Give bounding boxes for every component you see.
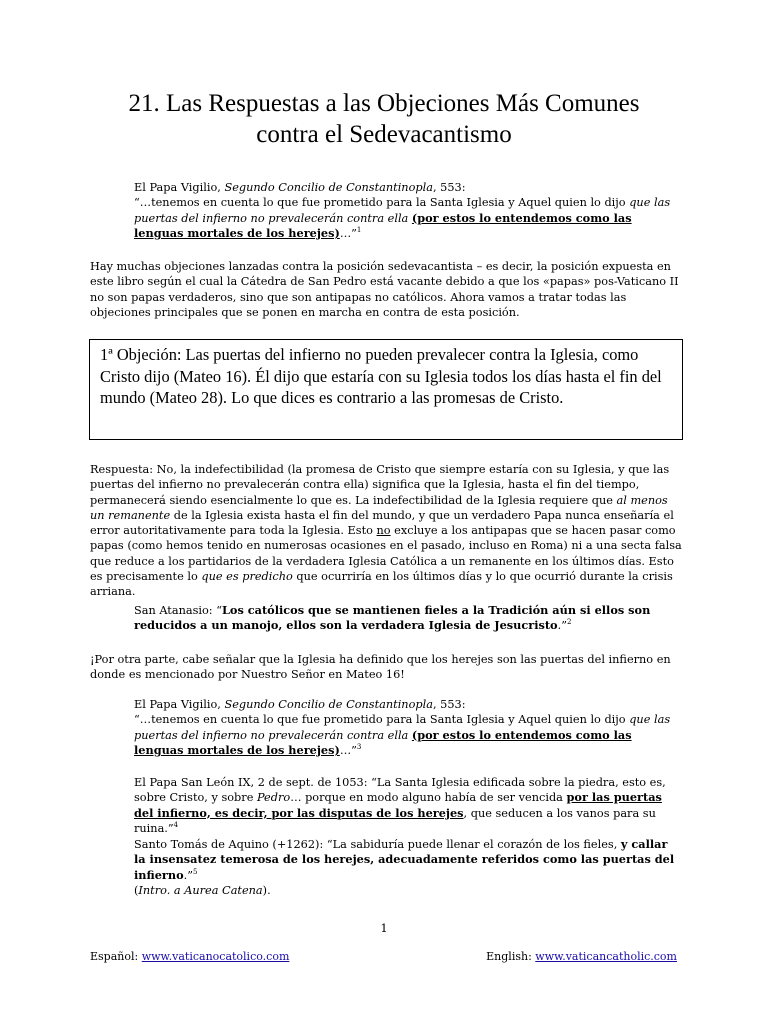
chapter-title xyxy=(60,88,708,150)
quote-text: “…tenemos en cuenta lo que fue prometido para la Santa Iglesia y Aquel quien lo dijo que las puertas del infierno no prevalecerán contra ella (por estos lo entendemos como las lenguas mortales de los herejes)…”$^3$ xyxy=(134,713,671,757)
footer-spanish: Español: www.vaticanocatolico.com xyxy=(90,950,290,963)
quote-header: El Papa Vigilio, Segundo Concilio de Constantinopla, 553: xyxy=(134,698,466,711)
footer-english: English: www.vaticancatholic.com xyxy=(486,950,677,963)
chapter-title-line-2: contra el Sedevacantismo xyxy=(256,121,512,148)
athanasius-quote: San Atanasio: “Los católicos que se mantienen fieles a la Tradición aún si ellos son reducidos a un manojo, ellos son la verdadera Iglesia de Jesucristo.”$^2$ xyxy=(134,603,651,633)
vigilius-quote-2 xyxy=(134,697,679,758)
footnote-ref-5: 5 xyxy=(192,867,198,876)
footnote-ref-4: 4 xyxy=(173,821,179,830)
objection-box: 1ª Objeción: Las puertas del infierno no pueden prevalecer contra la Iglesia, como Cristo dijo (Mateo 16). Él dijo que estaría con su Iglesia todos los días hasta el fin del mundo (Mateo 28). Lo que dices es contrario a las promesas de Cristo. xyxy=(89,339,683,440)
quote-header: El Papa Vigilio, Segundo Concilio de Constantinopla, 553: xyxy=(134,181,466,194)
spanish-site-link[interactable]: www.vaticanocatolico.com xyxy=(141,950,290,963)
response-paragraph: Respuesta: No, la indefectibilidad (la promesa de Cristo que siempre estaría con su Iglesia, y que las puertas del infierno no prevalecerán contra ella) significa que la Iglesia, hasta el fin del tiempo, permanecerá siendo esencialmente lo que es. La indefectibilidad de la Iglesia requiere que al menos un remanente de la Iglesia exista hasta el fin del mundo, y que un verdadero Papa nunca enseñaría el error autoritativamente para toda la Iglesia. Esto no excluye a los antipapas que se hacen pasar como papas (como hemos tenido en numerosas ocasiones en el pasado, incluso en Roma) ni a una secta falsa que reduce a los partidarios de la verdadera Iglesia Católica a un remanente en los últimos días. Esto es precisamente lo que es predicho que ocurriría en los últimos días y lo que ocurrió durante la crisis arriana. xyxy=(90,463,682,599)
intro-paragraph: Hay muchas objeciones lanzadas contra la posición sedevacantista – es decir, la posición expuesta en este libro según el cual la Cátedra de San Pedro está vacante debido a que los «papas» pos-Vaticano II no son papas verdaderos, sino que son antipapas no católicos. Ahora vamos a tratar todas las objeciones principales que se ponen en marcha en contra de esta posición. xyxy=(90,260,679,319)
leo-ix-quote: El Papa San León IX, 2 de sept. de 1053: “La Santa Iglesia edificada sobre la piedra, esto es, sobre Cristo, y sobre Pedro… porque en modo alguno había de ser vencida por las puertas del infierno, es decir, por las disputas de los herejes, que seducen a los vanos para su ruina.”$^4$ xyxy=(134,776,666,835)
aquinas-quote: Santo Tomás de Aquino (+1262): “La sabiduría puede llenar el corazón de los fieles, y callar la insensatez temerosa de los herejes, adecuadamente referidos como las puertas del infierno.”$^5$ (Intro. a Aurea Catena). xyxy=(134,837,675,897)
footnote-ref-3: 3 xyxy=(356,743,362,752)
footnote-ref-1: 1 xyxy=(356,226,362,235)
english-site-link[interactable]: www.vaticancatholic.com xyxy=(535,950,677,963)
quote-text: “…tenemos en cuenta lo que fue prometido para la Santa Iglesia y Aquel quien lo dijo que las puertas del infierno no prevalecerán contra ella (por estos lo entendemos como las lenguas mortales de los herejes)…”$^1$ xyxy=(134,196,671,240)
gates-paragraph: ¡Por otra parte, cabe señalar que la Iglesia ha definido que los herejes son las puertas del infierno en donde es mencionado por Nuestro Señor en Mateo 16! xyxy=(90,653,671,682)
page-number: 1 xyxy=(380,921,388,935)
chapter-title-line-1: 21. Las Respuestas a las Objeciones Más Comunes xyxy=(128,90,640,117)
footnote-ref-2: 2 xyxy=(566,618,572,627)
vigilius-quote-1 xyxy=(134,180,679,241)
